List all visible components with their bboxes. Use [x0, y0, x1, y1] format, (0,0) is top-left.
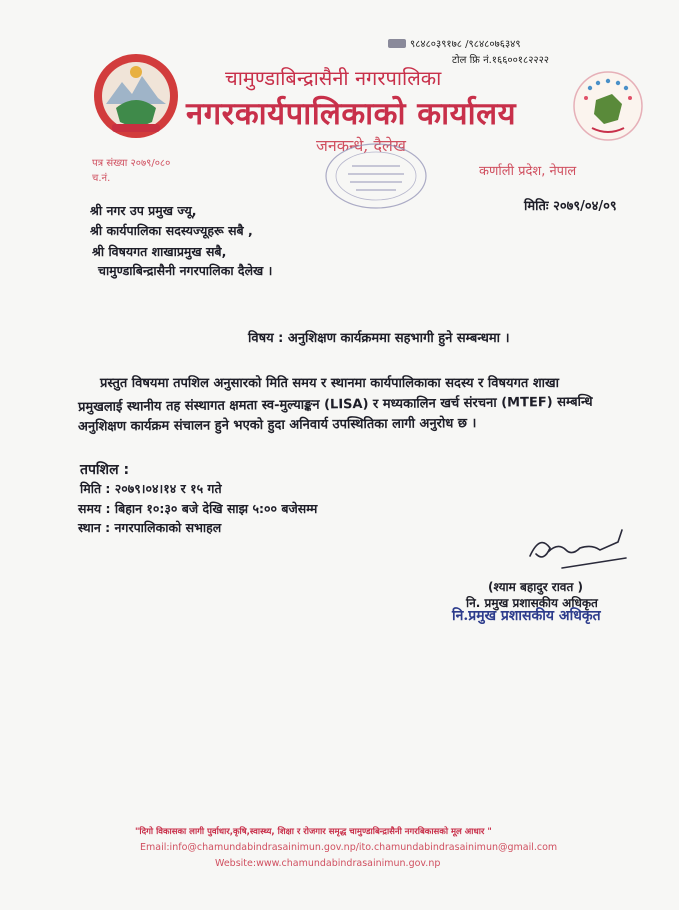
signatory-title: नि. प्रमुख प्रशासकीय अधिकृत [466, 596, 598, 610]
detail-venue: स्थान : नगरपालिकाको सभाहल [78, 520, 222, 535]
municipality-name: चामुण्डाबिन्द्रासैनी नगरपालिका [225, 66, 442, 90]
letter-date: मितिः २०७९/०४/०९ [524, 199, 617, 214]
recipient-line: श्री नगर उप प्रमुख ज्यू, [90, 203, 197, 218]
toll-free-number: टोल फ्रि नं.१६६००१८२२२२ [452, 55, 549, 66]
detail-time: समय : बिहान १०:३० बजे देखि साझ ५:०० बजेसम्म [78, 501, 318, 516]
body-line: प्रस्तुत विषयमा तपशिल अनुसारको मिति समय र स्थानमा कार्यपालिकाका सदस्य र विषयगत शाखा [100, 376, 560, 391]
footer-email: Email:info@chamundabindrasainimun.gov.np/ito.chamundabindrasainimun@gmail.com [140, 842, 558, 853]
signatory-name: (श्याम बहादुर रावत ) [488, 580, 583, 594]
municipality-logo-icon [572, 70, 644, 142]
body-line: प्रमुखलाई स्थानीय तह संस्थागत क्षमता स्व-मुल्याङ्कन (LISA) र मध्यकालिन खर्च संरचना (MTEF) सम्बन्धि [77, 394, 593, 416]
dispatch-number: च.नं. [92, 173, 111, 184]
details-heading: तपशिल : [80, 462, 130, 478]
recipient-line: चामुण्डाबिन्द्रासैनी नगरपालिका दैलेख । [98, 263, 273, 278]
footer-website: Website:www.chamundabindrasainimun.gov.np [215, 858, 441, 869]
letter-reference-number: पत्र संख्या २०७९/०८० [92, 158, 171, 169]
phone-icon [388, 39, 406, 48]
office-name: नगरकार्यपालिकाको कार्यालय [186, 96, 517, 132]
signature-icon [522, 524, 632, 574]
office-seal-stamp-icon [322, 140, 430, 212]
nepal-emblem-icon [92, 52, 180, 140]
body-line: अनुशिक्षण कार्यक्रम संचालन हुने भएको हुदा अनिवार्य उपस्थितिका लागी अनुरोध छ । [77, 416, 477, 435]
detail-date: मिति : २०७९।०४।१४ र १५ गते [80, 481, 222, 496]
footer-slogan: "दिगो विकासका लागी पुर्वाधार,कृषि,स्वास्थ्य, शिक्षा र रोजगार समृद्ध चामुण्डाबिन्द्रासैनी नगरबिकासको मूल आधार " [135, 827, 492, 837]
recipient-line: श्री कार्यपालिका सदस्यज्यूहरू सबै , [90, 223, 253, 238]
phone-numbers: ९८४८०३९१७८ /९८४८०७६३४९ [410, 39, 521, 50]
phone-line [388, 36, 521, 50]
letter-subject: विषय : अनुशिक्षण कार्यक्रममा सहभागी हुने सम्बन्धमा । [248, 331, 510, 346]
recipient-line: श्री विषयगत शाखाप्रमुख सबै, [92, 244, 227, 259]
province-name: कर्णाली प्रदेश, नेपाल [479, 164, 577, 179]
office-location: जनकन्धे, दैलेख [316, 136, 406, 155]
signatory-stamp-title: नि.प्रमुख प्रशासकीय अधिकृत [452, 608, 601, 624]
